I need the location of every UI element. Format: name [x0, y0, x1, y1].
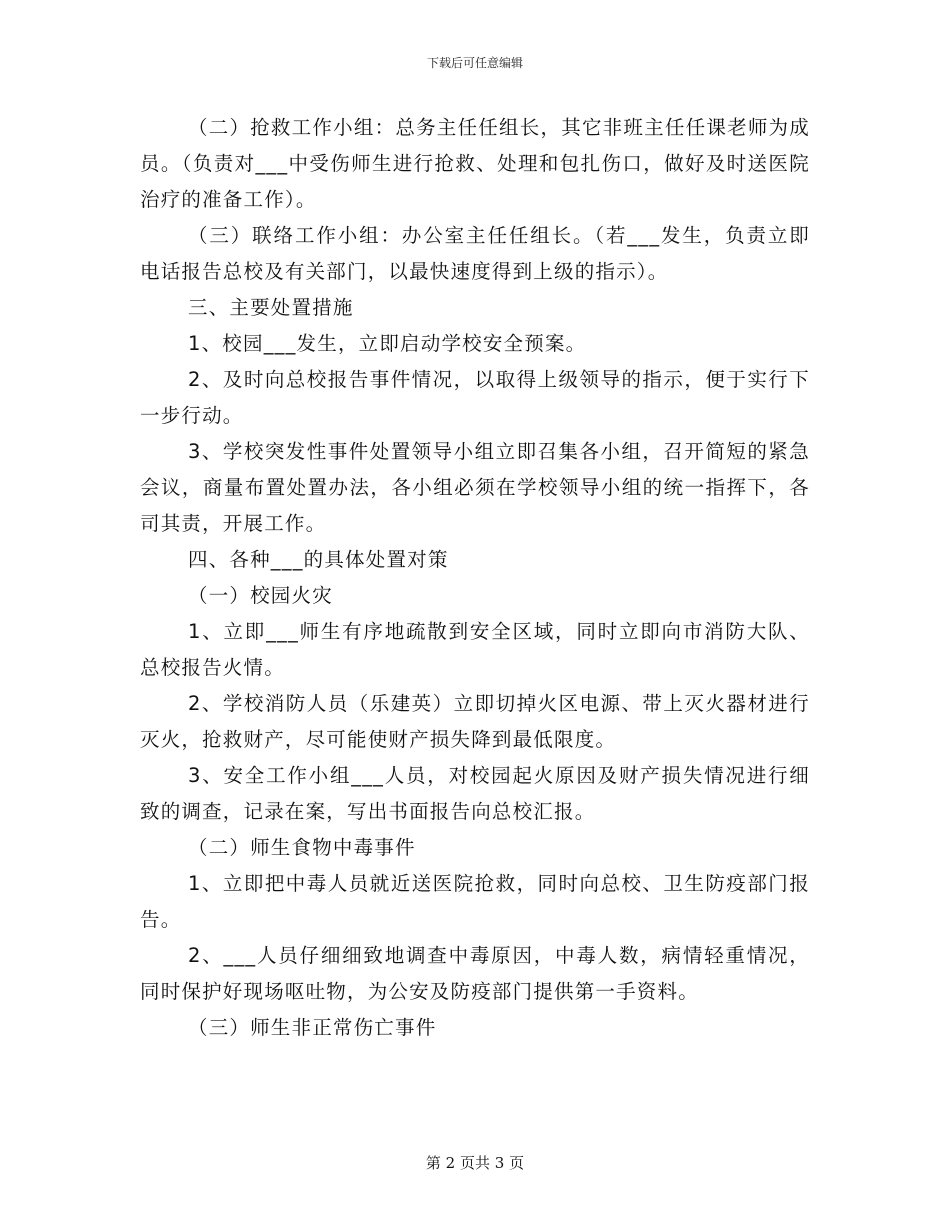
page-header: 下载后可任意编辑 — [426, 56, 523, 70]
paragraph-measure-1: 1、校园___发生，立即启动学校安全预案。 — [188, 332, 587, 355]
paragraph-poison-2: 2、___人员仔细细致地调查中毒原因，中毒人数，病情轻重情况，同时保护好现场呕吐物，为公安及防疫部门提供第一手资料。 — [140, 944, 810, 1003]
paragraph-fire-3: 3、安全工作小组___人员，对校园起火原因及财产损失情况进行细致的调查，记录在案，写出书面报告向总校汇报。 — [140, 764, 810, 823]
page-footer: 第 2 页共 3 页 — [425, 1154, 525, 1172]
subheading-casualty: （三）师生非正常伤亡事件 — [188, 1016, 437, 1039]
subheading-food-poisoning: （二）师生食物中毒事件 — [188, 836, 416, 859]
paragraph-measure-2: 2、及时向总校报告事件情况，以取得上级领导的指示，便于实行下一步行动。 — [140, 368, 810, 427]
paragraph-liaison-group: （三）联络工作小组：办公室主任任组长。（若___发生，负责立即电话报告总校及有关部门，以最快速度得到上级的指示）。 — [140, 224, 810, 283]
subheading-fire: （一）校园火灾 — [188, 584, 333, 607]
paragraph-measure-3: 3、学校突发性事件处置领导小组立即召集各小组，召开简短的紧急会议，商量布置处置办法，各小组必须在学校领导小组的统一指挥下，各司其责，开展工作。 — [140, 440, 810, 535]
paragraph-poison-1: 1、立即把中毒人员就近送医院抢救，同时向总校、卫生防疫部门报告。 — [140, 872, 810, 931]
section-heading-measures: 三、主要处置措施 — [188, 296, 354, 319]
paragraph-rescue-group: （二）抢救工作小组：总务主任任组长，其它非班主任任课老师为成员。（负责对___中受伤师生进行抢救、处理和包扎伤口，做好及时送医院治疗的准备工作）。 — [140, 116, 810, 211]
document-body — [140, 110, 810, 1046]
section-heading-countermeasures: 四、各种___的具体处置对策 — [188, 548, 449, 571]
paragraph-fire-1: 1、立即___师生有序地疏散到安全区域，同时立即向市消防大队、总校报告火情。 — [140, 620, 810, 679]
paragraph-fire-2: 2、学校消防人员（乐建英）立即切掉火区电源、带上灭火器材进行灭火，抢救财产，尽可能使财产损失降到最低限度。 — [140, 692, 810, 751]
